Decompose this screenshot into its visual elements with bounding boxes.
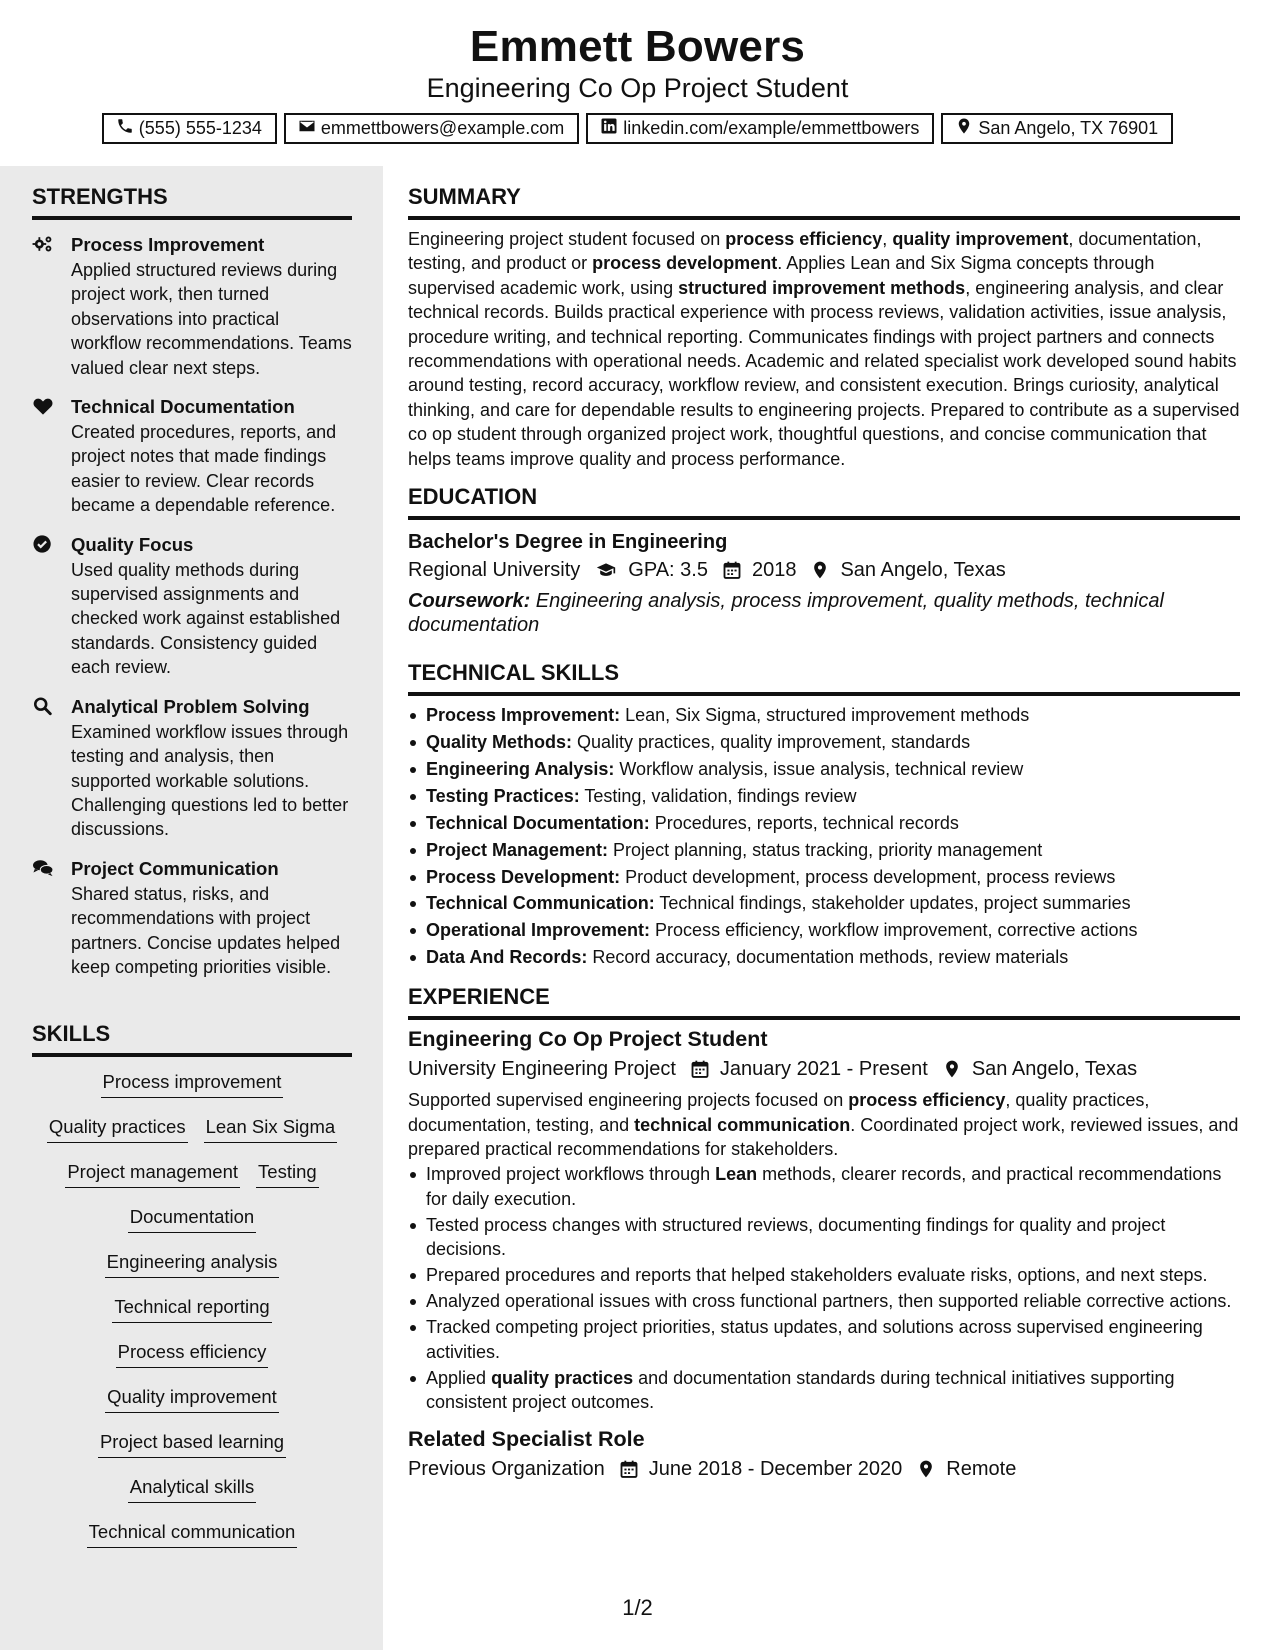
linkedin-icon	[600, 117, 618, 140]
list-item: Tested process changes with structured reviews, documenting findings for quality and project decisions.	[408, 1213, 1240, 1262]
skill-tag: Process improvement	[101, 1069, 284, 1098]
strength-title: Process Improvement	[71, 234, 265, 255]
skill-row	[128, 1474, 256, 1519]
list-item: Analyzed operational issues with cross functional partners, then supported reliable corrective actions.	[408, 1289, 1240, 1313]
graduation-year: 2018	[751, 559, 797, 582]
location-pin-icon	[942, 1059, 962, 1079]
skill-tag: Lean Six Sigma	[204, 1114, 338, 1143]
strength-desc: Used quality methods during supervised assignments and checked work against established standards. Consistency guided each review.	[71, 559, 341, 678]
strength-desc: Shared status, risks, and recommendations with project partners. Concise updates helped keep competing priorities visible.	[71, 883, 341, 977]
job-location: San Angelo, Texas	[971, 1058, 1138, 1081]
heart-icon	[32, 396, 54, 416]
list-item: Process Improvement: Lean, Six Sigma, structured improvement methods	[408, 702, 1240, 729]
job-meta	[408, 1454, 1240, 1484]
skills-list	[32, 1069, 352, 1564]
list-item: Process Development: Product development, process development, process reviews	[408, 864, 1240, 891]
list-item: Engineering Analysis: Workflow analysis, issue analysis, technical review	[408, 756, 1240, 783]
skill-row	[105, 1384, 279, 1429]
calendar-icon	[619, 1459, 639, 1479]
technical-skills-list	[408, 702, 1240, 971]
strength-item	[32, 694, 352, 842]
calendar-icon	[690, 1059, 710, 1079]
calendar-icon	[722, 560, 742, 580]
graduation-cap-icon	[594, 560, 618, 580]
strength-item	[32, 856, 352, 980]
strengths-section	[32, 184, 352, 979]
skill-tag: Testing	[256, 1159, 319, 1188]
education-title: EDUCATION	[408, 484, 1240, 520]
job-organization: Previous Organization	[408, 1458, 605, 1481]
summary-title: SUMMARY	[408, 184, 1240, 220]
job-title: Engineering Co Op Project Student	[408, 1027, 768, 1052]
gpa-value: GPA: 3.5	[628, 559, 708, 582]
strength-item	[32, 232, 352, 380]
school-name: Regional University	[408, 559, 581, 582]
skill-tag: Quality improvement	[105, 1384, 279, 1413]
list-item: Tracked competing project priorities, status updates, and solutions across supervised engineering activities.	[408, 1315, 1240, 1364]
magnifier-icon	[32, 696, 54, 716]
education-meta	[408, 555, 1240, 585]
list-item: Quality Methods: Quality practices, quality improvement, standards	[408, 729, 1240, 756]
strength-item	[32, 532, 352, 680]
contact-linkedin[interactable]	[586, 113, 934, 144]
experience-section	[408, 984, 1240, 1484]
job-bullets	[408, 1162, 1240, 1414]
page-number: 1/2	[622, 1595, 653, 1620]
strength-title: Project Communication	[71, 857, 279, 879]
technical-skills-section	[408, 660, 1240, 971]
degree-name: Bachelor's Degree in Engineering	[408, 531, 728, 554]
job-title: Related Specialist Role	[408, 1427, 645, 1452]
list-item: Technical Documentation: Procedures, reports, technical records	[408, 810, 1240, 837]
location-text: San Angelo, TX 76901	[978, 118, 1159, 138]
strength-desc: Created procedures, reports, and project notes that made findings easier to review. Clear records became a dependable reference.	[71, 422, 337, 516]
list-item: Testing Practices: Testing, validation, findings review	[408, 783, 1240, 810]
education-section	[408, 484, 1240, 637]
gears-icon	[32, 234, 54, 254]
location-pin-icon	[810, 560, 830, 580]
strength-title: Quality Focus	[71, 533, 194, 555]
skill-row	[47, 1114, 337, 1159]
list-item: Applied quality practices and documentation standards during technical initiatives supporting consistent project outcomes.	[408, 1366, 1240, 1415]
contact-email[interactable]	[284, 113, 579, 144]
skill-row	[112, 1294, 271, 1339]
job-entry	[408, 1424, 1240, 1484]
list-item: Improved project workflows through Lean methods, clearer records, and practical recommendations for daily execution.	[408, 1162, 1240, 1211]
job-dates: June 2018 - December 2020	[648, 1458, 903, 1481]
skill-tag: Technical reporting	[112, 1294, 271, 1323]
location-pin-icon	[916, 1459, 936, 1479]
contact-phone[interactable]	[102, 113, 277, 144]
skill-tag: Technical communication	[87, 1519, 298, 1548]
envelope-icon	[298, 117, 316, 140]
skill-tag: Quality practices	[47, 1114, 188, 1143]
skill-row	[65, 1159, 318, 1204]
email-text: emmettbowers@example.com	[320, 118, 565, 138]
skill-row	[105, 1249, 280, 1294]
linkedin-text: linkedin.com/example/emmettbowers	[623, 118, 920, 138]
contact-location[interactable]	[941, 113, 1173, 144]
list-item: Project Management: Project planning, status tracking, priority management	[408, 837, 1240, 864]
candidate-title: Engineering Co Op Project Student	[426, 73, 849, 103]
list-item: Operational Improvement: Process efficiency, workflow improvement, corrective actions	[408, 917, 1240, 944]
strength-item	[32, 394, 352, 518]
skill-tag: Analytical skills	[128, 1474, 256, 1503]
experience-title: EXPERIENCE	[408, 984, 1240, 1020]
phone-icon	[116, 117, 134, 140]
job-meta	[408, 1054, 1240, 1084]
skill-row	[101, 1069, 284, 1114]
resume-header	[0, 0, 1275, 166]
job-organization: University Engineering Project	[408, 1058, 676, 1081]
location-pin-icon	[955, 117, 973, 140]
summary-text: Engineering project student focused on process efficiency, quality improvement, documentation, testing, and product or process development. Applies Lean and Six Sigma concepts through supervised academic work, using structured improvement methods, engineering analysis, and clear technical records. Builds practical experience with process reviews, validation activities, issue analysis, procedure writing, and technical reporting. Communicates findings with project partners and connects recommendations with operational needs. Academic and related specialist work developed sound habits around testing, record accuracy, workflow review, and consistent execution. Brings curiosity, analytical thinking, and care for dependable results to engineering projects. Prepared to contribute as a supervised co op student through organized project work, thoughtful questions, and concise communication that helps teams improve quality and process performance.	[408, 229, 1240, 469]
contact-bar	[0, 113, 1275, 144]
skill-row	[128, 1204, 256, 1249]
candidate-name: Emmett Bowers	[469, 22, 806, 71]
technical-skills-title: TECHNICAL SKILLS	[408, 660, 1240, 696]
job-description: Supported supervised engineering projects focused on process efficiency, quality practices, documentation, testing, and technical communication. Coordinated project work, reviewed issues, and prepared practical recommendations for stakeholders.	[408, 1090, 1239, 1159]
school-location: San Angelo, Texas	[840, 559, 1006, 582]
list-item: Data And Records: Record accuracy, documentation methods, review materials	[408, 944, 1240, 971]
coursework: Coursework: Engineering analysis, process improvement, quality methods, technical documentation	[408, 590, 1164, 637]
skill-tag: Engineering analysis	[105, 1249, 280, 1278]
strength-title: Technical Documentation	[71, 396, 295, 418]
skill-row	[98, 1429, 286, 1474]
skill-tag: Process efficiency	[116, 1339, 269, 1368]
skills-title: SKILLS	[32, 1021, 352, 1057]
summary-section	[408, 184, 1240, 471]
skill-tag: Project based learning	[98, 1429, 286, 1458]
skill-row	[87, 1519, 298, 1564]
strength-desc: Examined workflow issues through testing and analysis, then supported workable solutions. Challenging questions led to better discussions.	[71, 721, 349, 840]
job-dates: January 2021 - Present	[719, 1058, 928, 1081]
main-column	[408, 166, 1240, 1484]
list-item: Prepared procedures and reports that helped stakeholders evaluate risks, options, and next steps.	[408, 1263, 1240, 1287]
job-entry	[408, 1024, 1240, 1414]
job-location: Remote	[946, 1458, 1017, 1481]
sidebar	[0, 166, 383, 1650]
skill-tag: Project management	[65, 1159, 240, 1188]
phone-text: (555) 555-1234	[138, 118, 262, 138]
strength-title: Analytical Problem Solving	[71, 695, 310, 717]
skills-section	[32, 1021, 352, 1564]
strengths-title: STRENGTHS	[32, 184, 352, 220]
strength-desc: Applied structured reviews during project work, then turned observations into practical workflow recommendations. Teams valued clear next steps.	[71, 260, 352, 378]
check-circle-icon	[32, 534, 54, 554]
list-item: Technical Communication: Technical findings, stakeholder updates, project summaries	[408, 890, 1240, 917]
chat-bubbles-icon	[32, 858, 54, 878]
skill-row	[116, 1339, 269, 1384]
skill-tag: Documentation	[128, 1204, 256, 1233]
